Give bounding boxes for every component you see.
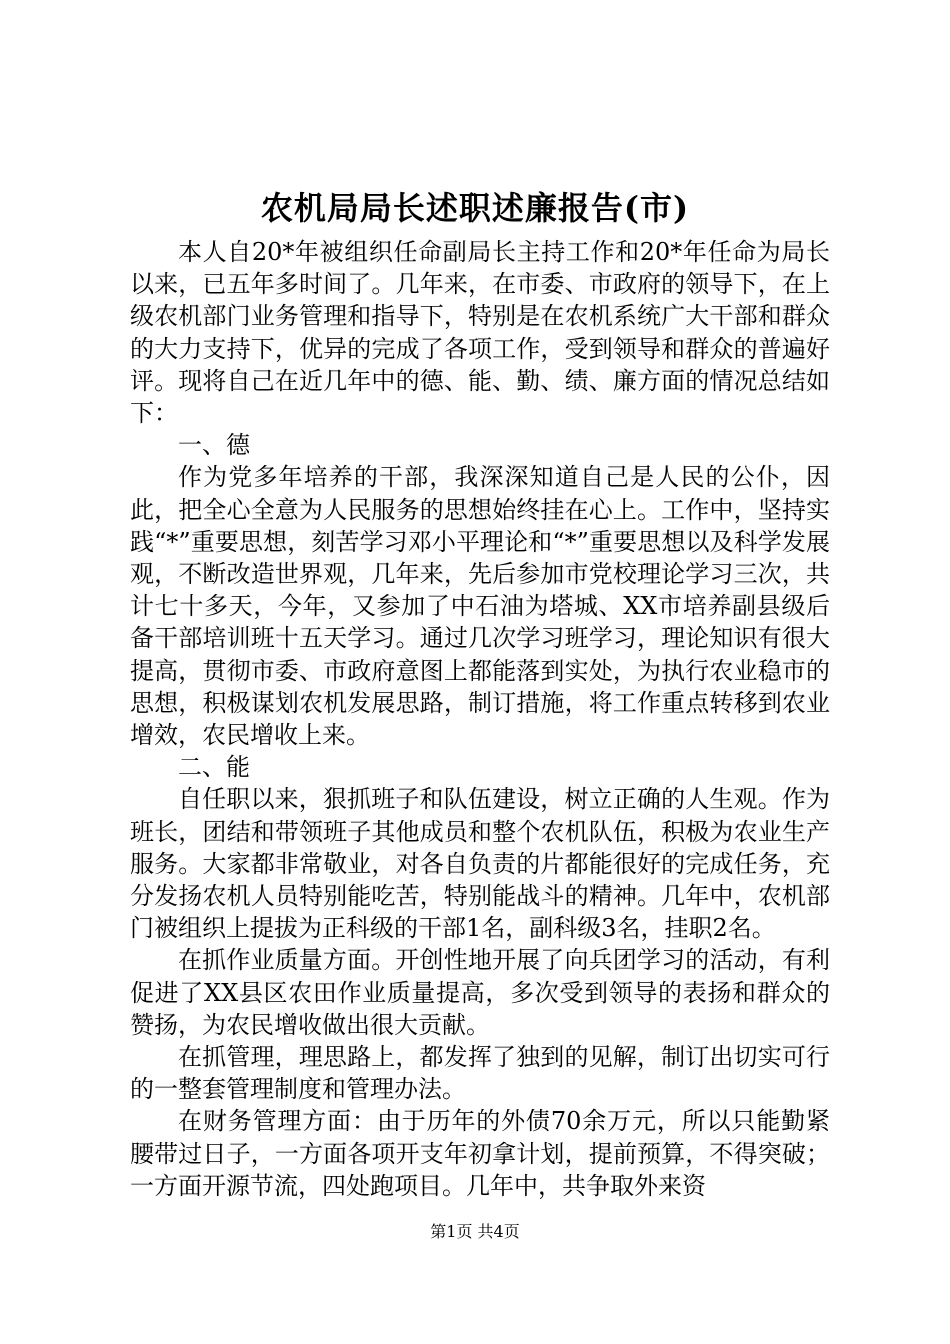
paragraph-neng: 自任职以来，狠抓班子和队伍建设，树立正确的人生观。作为班长，团结和带领班子其他成员和整个农机队伍，积极为农业生产服务。大家都非常敬业，对各自负责的片都能很好的完成任务，充分发扬农机人员特别能吃苦，特别能战斗的精神。几年中，农机部门被组织上提拔为正科级的干部1名，副科级3名，挂职2名。 (130, 785, 830, 943)
section-heading-de: 一、德 (178, 431, 250, 460)
paragraph-de: 作为党多年培养的干部，我深深知道自己是人民的公仆，因此，把全心全意为人民服务的思想始终挂在心上。工作中，坚持实践“*”重要思想，刻苦学习邓小平理论和“*”重要思想以及科学发展观，不断改造世界观，几年来，先后参加市党校理论学习三次，共计七十多天，今年，又参加了中石油为塔城、XX市培养副县级后备干部培训班十五天学习。通过几次学习班学习，理论知识有很大提高，贯彻市委、市政府意图上都能落到实处，为执行农业稳市的思想，积极谋划农机发展思路，制订措施，将工作重点转移到农业增效，农民增收上来。 (130, 463, 830, 750)
document-title: 农机局局长述职述廉报告(市) (260, 189, 690, 227)
paragraph-management: 在抓管理，理思路上，都发挥了独到的见解，制订出切实可行的一整套管理制度和管理办法。 (130, 1043, 830, 1104)
paragraph-quality: 在抓作业质量方面。开创性地开展了向兵团学习的活动，有利促进了XX县区农田作业质量提高，多次受到领导的表扬和群众的赞扬，为农民增收做出很大贡献。 (130, 946, 830, 1039)
paragraph-finance: 在财务管理方面：由于历年的外债70余万元，所以只能勤紧腰带过日子，一方面各项开支年初拿计划，提前预算，不得突破；一方面开源节流，四处跑项目。几年中，共争取外来资 (130, 1107, 830, 1200)
document-body (130, 236, 830, 1202)
section-heading-neng: 二、能 (178, 753, 250, 782)
paragraph-intro: 本人自20*年被组织任命副局长主持工作和20*年任命为局长以来，已五年多时间了。几年来，在市委、市政府的领导下，在上级农机部门业务管理和指导下，特别是在农机系统广大干部和群众的大力支持下，优异的完成了各项工作，受到领导和群众的普遍好评。现将自己在近几年中的德、能、勤、绩、廉方面的情况总结如下： (130, 238, 830, 428)
page-footer: 第1页 共4页 (430, 1222, 520, 1241)
